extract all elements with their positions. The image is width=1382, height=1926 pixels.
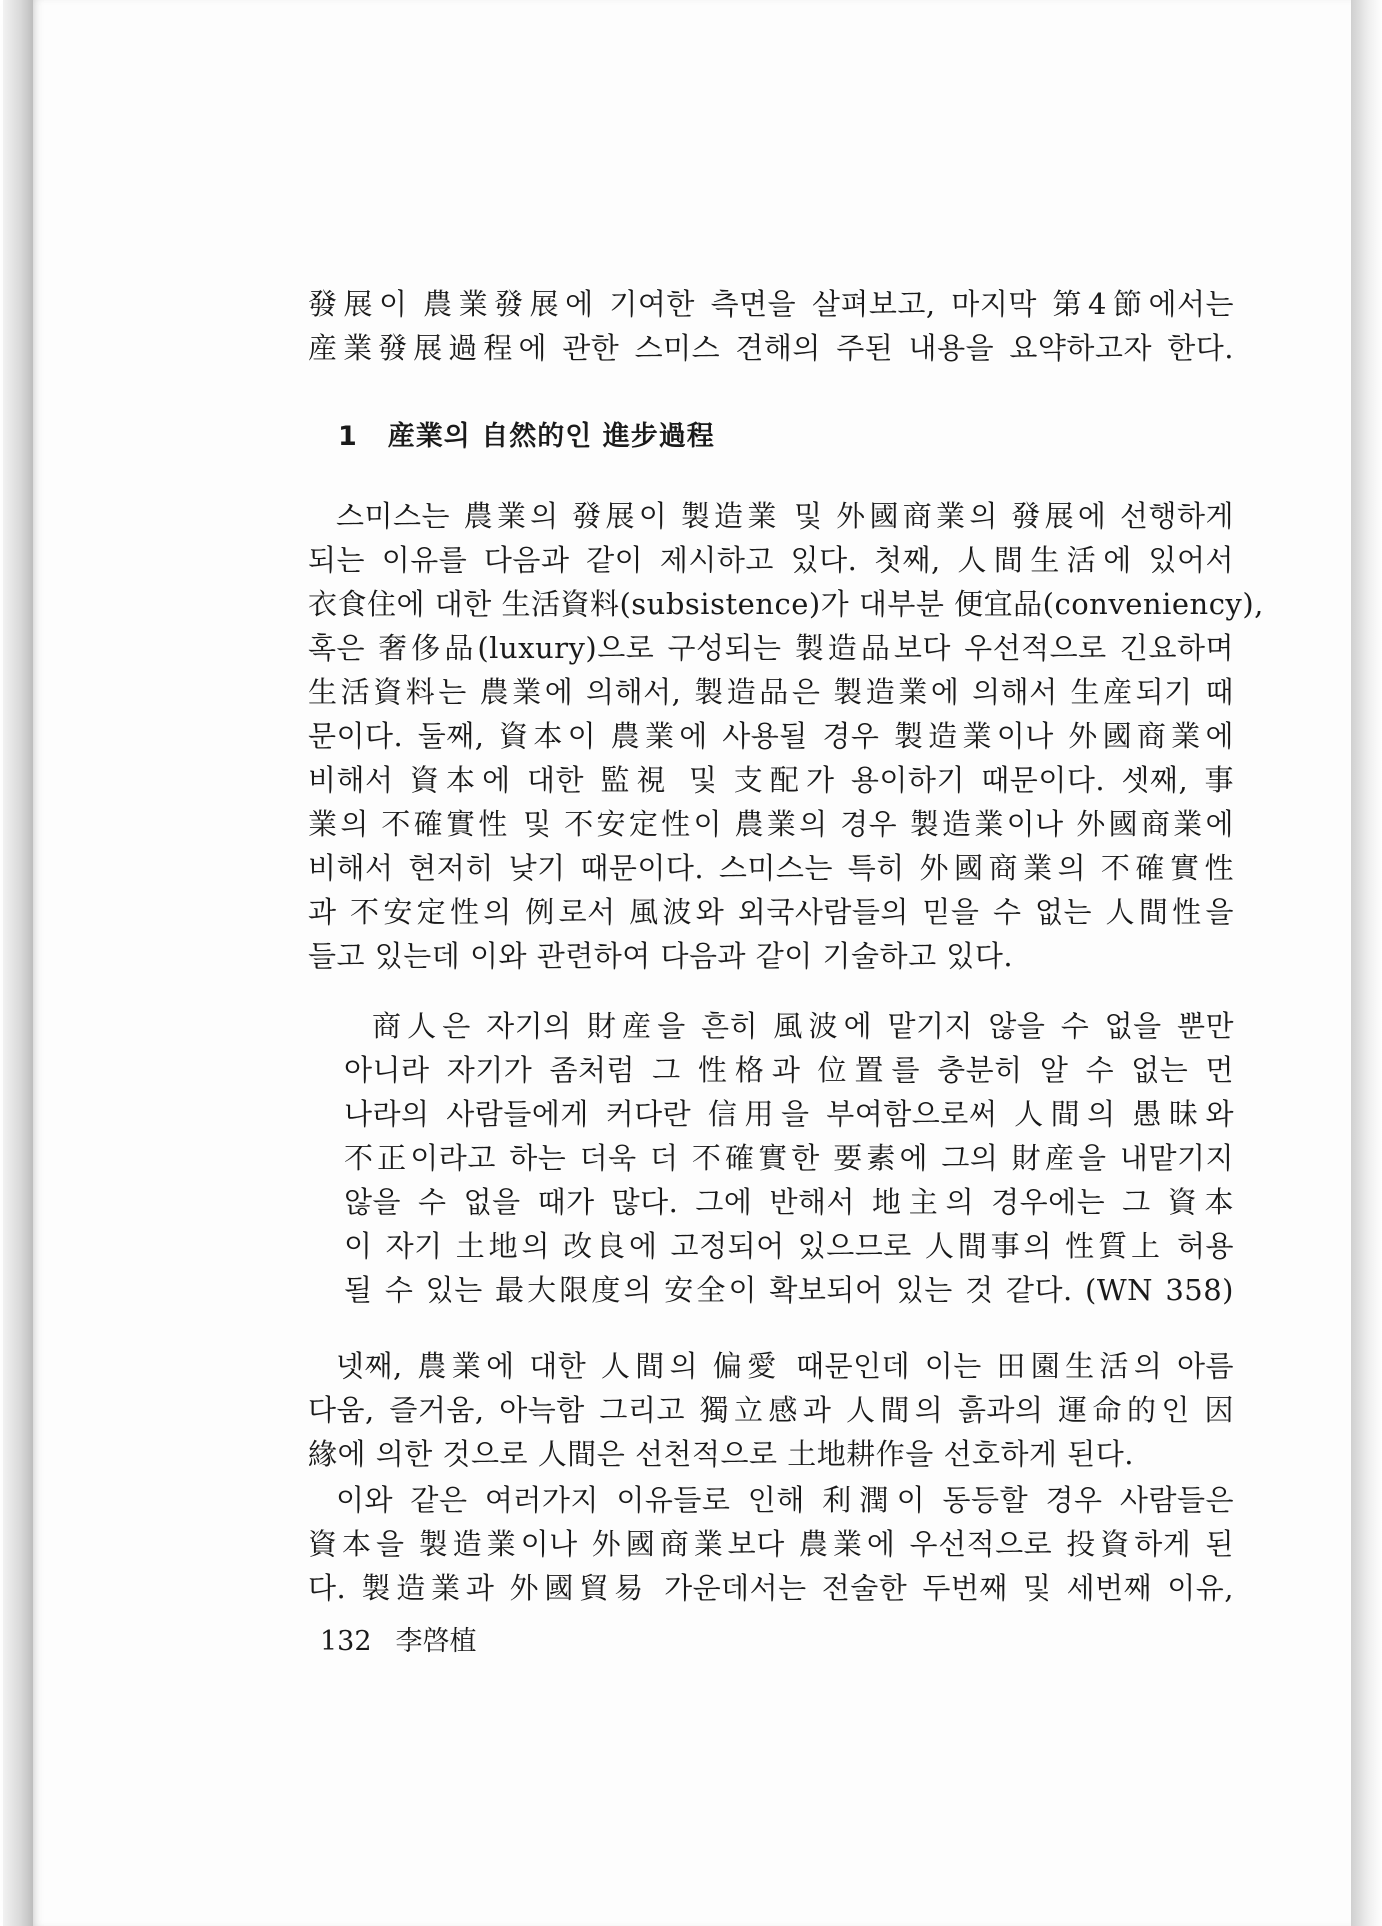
paragraph-line: 衣食住에 대한 生活資料(subsistence)가 대부분 便宜品(conveniency),	[308, 587, 1264, 621]
paragraph-line: 문이다. 둘째, 資本이 農業에 사용될 경우 製造業이나 外國商業에	[308, 719, 1234, 753]
paragraph-line: 비해서 資本에 대한 監視 및 支配가 용이하기 때문이다. 셋째, 事	[308, 763, 1234, 797]
paragraph-line: 넷째, 農業에 대한 人間의 偏愛 때문인데 이는 田園生活의 아름	[336, 1349, 1234, 1383]
page-number: 132	[320, 1626, 372, 1657]
paragraph-line: 스미스는 農業의 發展이 製造業 및 外國商業의 發展에 선행하게	[336, 499, 1234, 533]
page-footer	[320, 1622, 477, 1662]
paragraph-line: 業의 不確實性 및 不安定性이 農業의 경우 製造業이나 外國商業에	[308, 807, 1234, 841]
quote-line: 나라의 사람들에게 커다란 信用을 부여함으로써 人間의 愚昧와	[344, 1097, 1234, 1131]
paragraph-line: 과 不安定性의 例로서 風波와 외국사람들의 믿을 수 없는 人間性을	[308, 895, 1234, 929]
paragraph-line: 生活資料는 農業에 의해서, 製造品은 製造業에 의해서 生産되기 때	[308, 675, 1234, 709]
quote-line: 이 자기 土地의 改良에 고정되어 있으므로 人間事의 性質上 허용	[344, 1229, 1234, 1263]
paragraph-line: 다움, 즐거움, 아늑함 그리고 獨立感과 人間의 흙과의 運命的인 因	[308, 1393, 1234, 1427]
paragraph-line: 이와 같은 여러가지 이유들로 인해 利潤이 동등할 경우 사람들은	[336, 1483, 1234, 1517]
paragraph-line: 緣에 의한 것으로 人間은 선천적으로 土地耕作을 선호하게 된다.	[308, 1437, 1135, 1471]
author-name: 李啓植	[395, 1626, 477, 1657]
quote-line: 不正이라고 하는 더욱 더 不確實한 要素에 그의 財産을 내맡기지	[344, 1141, 1234, 1175]
quote-line: 商人은 자기의 財産을 흔히 風波에 맡기지 않을 수 없을 뿐만	[372, 1009, 1234, 1043]
quote-line: 아니라 자기가 좀처럼 그 性格과 位置를 충분히 알 수 없는 먼	[344, 1053, 1234, 1087]
paragraph-line: 혹은 奢侈品(luxury)으로 구성되는 製造品보다 우선적으로 긴요하며	[308, 631, 1234, 665]
section-number: 1	[338, 421, 358, 452]
intro-line: 産業發展過程에 관한 스미스 견해의 주된 내용을 요약하고자 한다.	[308, 331, 1234, 365]
paragraph-line: 들고 있는데 이와 관련하여 다음과 같이 기술하고 있다.	[308, 939, 1014, 973]
quote-line: 않을 수 없을 때가 많다. 그에 반해서 地主의 경우에는 그 資本	[344, 1185, 1234, 1219]
paragraph-line: 資本을 製造業이나 外國商業보다 農業에 우선적으로 投資하게 된	[308, 1527, 1234, 1561]
intro-line: 發展이 農業發展에 기여한 측면을 살펴보고, 마지막 第4節에서는	[308, 287, 1234, 321]
section-heading	[338, 417, 715, 457]
paragraph-line: 비해서 현저히 낮기 때문이다. 스미스는 특히 外國商業의 不確實性	[308, 851, 1234, 885]
paragraph-line: 되는 이유를 다음과 같이 제시하고 있다. 첫째, 人間生活에 있어서	[308, 543, 1234, 577]
paragraph-line: 다. 製造業과 外國貿易 가운데서는 전술한 두번째 및 세번째 이유,	[308, 1571, 1234, 1605]
section-title: 産業의 自然的인 進步過程	[387, 421, 715, 452]
quote-line: 될 수 있는 最大限度의 安全이 확보되어 있는 것 같다. (WN 358)	[344, 1273, 1234, 1307]
